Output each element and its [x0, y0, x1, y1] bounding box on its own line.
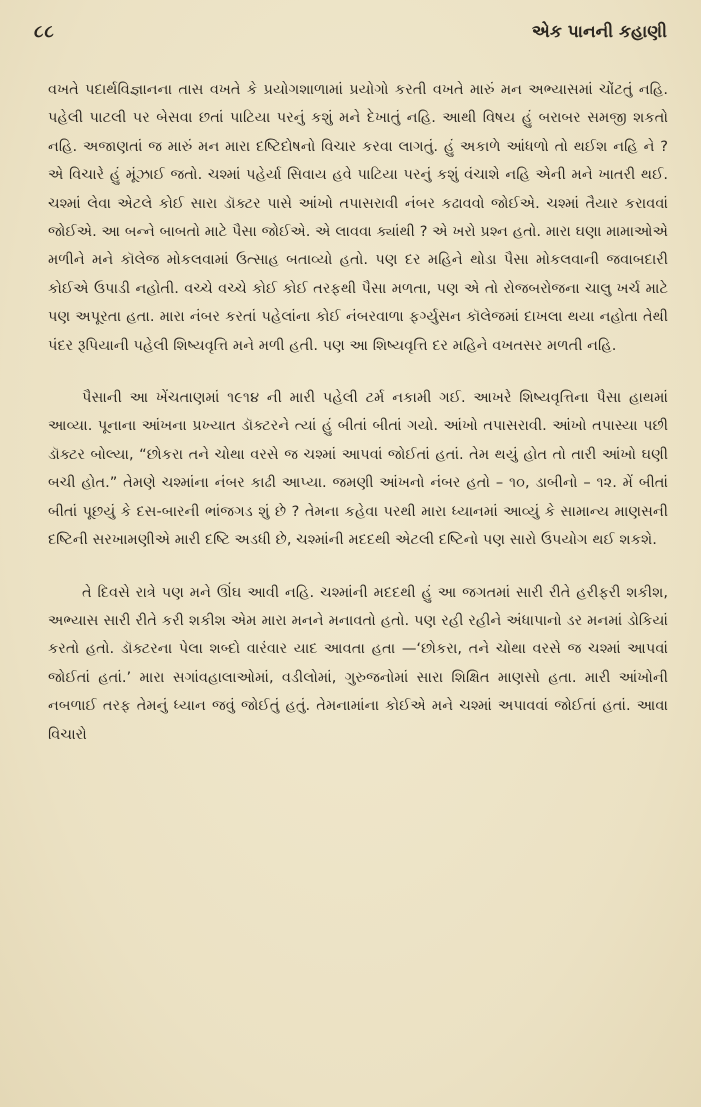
paragraph: પૈસાની આ ખેંચતાણમાં ૧૯૧૪ ની મારી પહેલી ટર્મ નકામી ગઈ. આખરે શિષ્યવૃત્તિના પૈસા હાથમાં આવ્યા. પૂનાના આંખના પ્રખ્યાત ડૉક્ટરને ત્યાં હું બીતાં બીતાં ગયો. આંખો તપાસરાવી. આંખો તપાસ્યા પછી ડૉક્ટર બોલ્યા, “છોકરા તને ચોથા વરસે જ ચશ્માં આપવાં જોઈતાં હતાં. તેમ થયું હોત તો તારી આંખો ઘણી બચી હોત.” તેમણે ચશ્માંના નંબર કાઢી આપ્યા. જમણી આંખનો નંબર હતો – ૧૦, ડાબીનો – ૧૨. મેં બીતાં બીતાં પૂછયું કે દસ-બારની ભાંજગડ શું છે ? તેમના કહેવા પરથી મારા ધ્યાનમાં આવ્યું કે સામાન્ય માણસની દષ્ટિની સરખામણીએ મારી દષ્ટિ અડધી છે, ચશ્માંની મદદથી એટલી દષ્ટિનો પણ સારો ઉપયોગ થઈ શકશે.	[48, 389, 668, 549]
paragraph: તે દિવસે રાત્રે પણ મને ઊંઘ આવી નહિ. ચશ્માંની મદદથી હું આ જગતમાં સારી રીતે હરીફરી શકીશ, અભ્યાસ સારી રીતે કરી શકીશ એમ મારા મનને મનાવતો હતો. પણ રહી રહીને અંધાપાનો ડર મનમાં ડોકિયાં કરતો હતો. ડૉક્ટરના પેલા શબ્દો વારંવાર યાદ આવતા હતા —‘છોકરા, તને ચોથા વરસે જ ચશ્માં આપવાં જોઈતાં હતાં.’ મારા સગાંવહાલાઓમાં, વડીલોમાં, ગુરુજનોમાં સારા શિક્ષિત માણસો હતા. મારી આંખોની નબળાઈ તરફ તેમનું ધ્યાન જવું જોઈતું હતું. તેમનામાંના કોઈએ મને ચશ્માં અપાવવાં જોઈતાં હતાં. આવા વિચારો	[48, 583, 668, 743]
paragraph: વખતે પદાર્થવિજ્ઞાનના તાસ વખતે કે પ્રયોગશાળામાં પ્રયોગો કરતી વખતે મારું મન અભ્યાસમાં ચોંટતું નહિ. પહેલી પાટલી પર બેસવા છતાં પાટિયા પરનું કશું મને દેખાતું નહિ. આથી વિષય હું બરાબર સમજી શકતો નહિ. અજાણતાં જ મારું મન મારા દષ્ટિદોષનો વિચાર કરવા લાગતું. હું અકાળે આંધળો તો થઈશ નહિ ને ? એ વિચારે હું મૂંઝાઈ જતો. ચશ્માં પહેર્યા સિવાય હવે પાટિયા પરનું કશું વંચાશે નહિ એની મને ખાતરી થઈ. ચશ્માં લેવા એટલે કોઈ સારા ડૉક્ટર પાસે આંખો તપાસરાવી નંબર કઢાવવો જોઈએ. ચશ્માં તૈયાર કરાવવાં જોઈએ. આ બન્ને બાબતો માટે પૈસા જોઈએ. એ લાવવા ક્યાંથી ? એ ખરો પ્રશ્ન હતો. મારા ઘણા મામાઓએ મળીને મને કૉલેજ મોકલવામાં ઉત્સાહ બતાવ્યો હતો. પણ દર મહિને થોડા પૈસા મોકલવાની જવાબદારી કોઈએ ઉપાડી નહોતી. વચ્ચે વચ્ચે કોઈ કોઈ તરફથી પૈસા મળતા, પણ એ તો રોજબરોજના ચાલુ ખર્ચ માટે પણ અપૂરતા હતા. મારા નંબર કરતાં પહેલાંના કોઈ નંબરવાળા ફર્ગ્યુસન કૉલેજમાં દાખલા થયા નહોતા તેથી પંદર રૂપિયાની પહેલી શિષ્યવૃત્તિ મને મળી હતી. પણ આ શિષ્યવૃત્તિ દર મહિને વખતસર મળતી નહિ.	[48, 81, 668, 354]
body-text	[48, 76, 668, 749]
running-head: એક પાનની કહાણી	[531, 22, 667, 42]
page-number: ૮૮	[34, 22, 55, 42]
page-header	[34, 22, 667, 52]
